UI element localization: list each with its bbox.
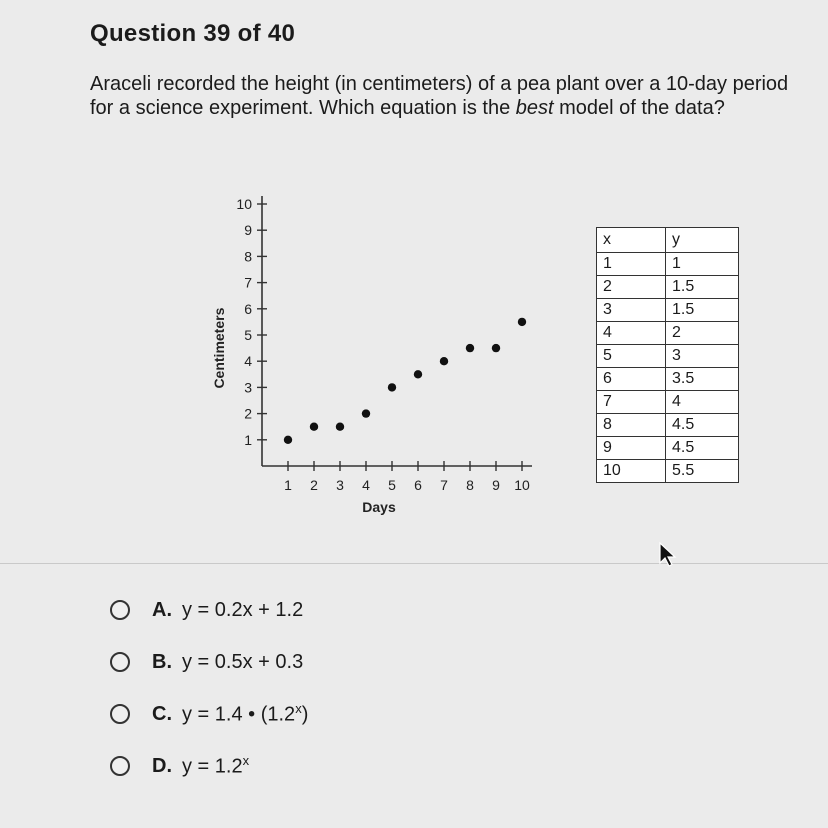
data-table: [596, 227, 739, 483]
radio-button[interactable]: [110, 756, 130, 776]
data-point: [388, 383, 396, 391]
y-tick-label: 3: [244, 379, 252, 396]
table-cell-y: 2: [666, 322, 739, 345]
choice-letter: B.: [152, 650, 172, 673]
table-cell-x: 9: [597, 437, 666, 460]
data-point: [310, 423, 318, 431]
table-row: [597, 299, 739, 322]
choice-equation-base: y = 0.2x + 1.2: [182, 598, 304, 621]
table-row: [597, 414, 739, 437]
data-point: [336, 423, 344, 431]
table-row: [597, 276, 739, 299]
x-tick-label: 8: [466, 477, 474, 493]
table-row: [597, 253, 739, 276]
choice-equation-base: y = 1.4 • (1.2: [182, 703, 296, 726]
table-header-x: x: [597, 228, 666, 253]
table-cell-y: 1: [666, 253, 739, 276]
choice-letter: C.: [152, 702, 172, 725]
data-point: [440, 357, 448, 365]
table-row: [597, 437, 739, 460]
mouse-cursor-icon: [658, 541, 680, 567]
answer-choice[interactable]: [110, 751, 308, 781]
table-cell-x: 4: [597, 322, 666, 345]
table-row: [597, 391, 739, 414]
data-point: [284, 436, 292, 444]
x-axis-title: Days: [362, 499, 396, 515]
answer-choice[interactable]: [110, 647, 308, 677]
table-cell-x: 3: [597, 299, 666, 322]
radio-button[interactable]: [110, 600, 130, 620]
answer-choices: [110, 595, 308, 803]
x-tick-label: 9: [492, 477, 500, 493]
y-axis-title: Centimeters: [211, 307, 227, 389]
answer-choice[interactable]: [110, 595, 308, 625]
data-point: [466, 344, 474, 352]
choice-equation-base: y = 0.5x + 0.3: [182, 650, 304, 673]
question-counter: Question 39 of 40: [90, 20, 296, 47]
table-cell-y: 3.5: [666, 368, 739, 391]
scatter-plot: [200, 180, 550, 520]
y-tick-label: 2: [244, 405, 252, 422]
table-row: [597, 368, 739, 391]
table-cell-x: 7: [597, 391, 666, 414]
table-cell-x: 5: [597, 345, 666, 368]
x-tick-label: 3: [336, 477, 344, 493]
table-row: [597, 345, 739, 368]
table-cell-y: 4.5: [666, 437, 739, 460]
question-emphasis: best: [515, 97, 554, 119]
answer-choice[interactable]: [110, 699, 308, 729]
table-row: [597, 460, 739, 483]
choice-equation: [182, 599, 303, 622]
table-cell-y: 3: [666, 345, 739, 368]
table-row: [597, 322, 739, 345]
table-cell-x: 8: [597, 414, 666, 437]
divider: [0, 563, 828, 564]
x-tick-label: 7: [440, 477, 448, 493]
table-cell-y: 5.5: [666, 460, 739, 483]
y-tick-label: 10: [236, 196, 252, 212]
y-tick-label: 5: [244, 327, 252, 343]
table-header-row: [597, 228, 739, 253]
x-tick-label: 1: [284, 477, 292, 493]
radio-button[interactable]: [110, 704, 130, 724]
data-point: [414, 370, 422, 378]
y-tick-label: 8: [244, 248, 252, 265]
question-text-before: Araceli recorded the height (in centimeters) of a pea plant over a 10-day period for a science experiment. Which equation is the: [90, 73, 789, 119]
table-cell-y: 4.5: [666, 414, 739, 437]
x-tick-label: 2: [310, 477, 318, 493]
x-tick-label: 10: [514, 477, 530, 493]
y-tick-label: 9: [244, 222, 252, 239]
choice-equation-base: y = 1.2: [182, 755, 243, 778]
data-point: [518, 318, 526, 326]
choice-equation-exponent: x: [242, 753, 250, 769]
choice-equation-suffix: ): [301, 703, 309, 726]
x-tick-label: 6: [414, 477, 422, 493]
x-tick-label: 5: [388, 477, 396, 493]
table-cell-x: 1: [597, 253, 666, 276]
data-point: [362, 409, 370, 417]
question-text-after: model of the data?: [553, 97, 725, 119]
choice-equation: [182, 753, 249, 779]
x-tick-label: 4: [362, 477, 370, 493]
table-cell-x: 6: [597, 368, 666, 391]
radio-button[interactable]: [110, 652, 130, 672]
choice-equation: [182, 701, 308, 727]
y-tick-label: 7: [244, 274, 252, 291]
y-tick-label: 1: [244, 431, 252, 448]
data-point: [492, 344, 500, 352]
table-cell-y: 4: [666, 391, 739, 414]
table-cell-y: 1.5: [666, 276, 739, 299]
table-header-y: y: [666, 228, 739, 253]
choice-letter: D.: [152, 754, 172, 777]
choice-letter: A.: [152, 598, 172, 621]
choice-equation-exponent: x: [295, 701, 302, 717]
table-cell-x: 2: [597, 276, 666, 299]
table-cell-x: 10: [597, 460, 666, 483]
table-cell-y: 1.5: [666, 299, 739, 322]
question-text: [90, 72, 810, 120]
choice-equation: [182, 651, 303, 674]
y-tick-label: 6: [244, 300, 252, 317]
y-tick-label: 4: [244, 353, 252, 370]
